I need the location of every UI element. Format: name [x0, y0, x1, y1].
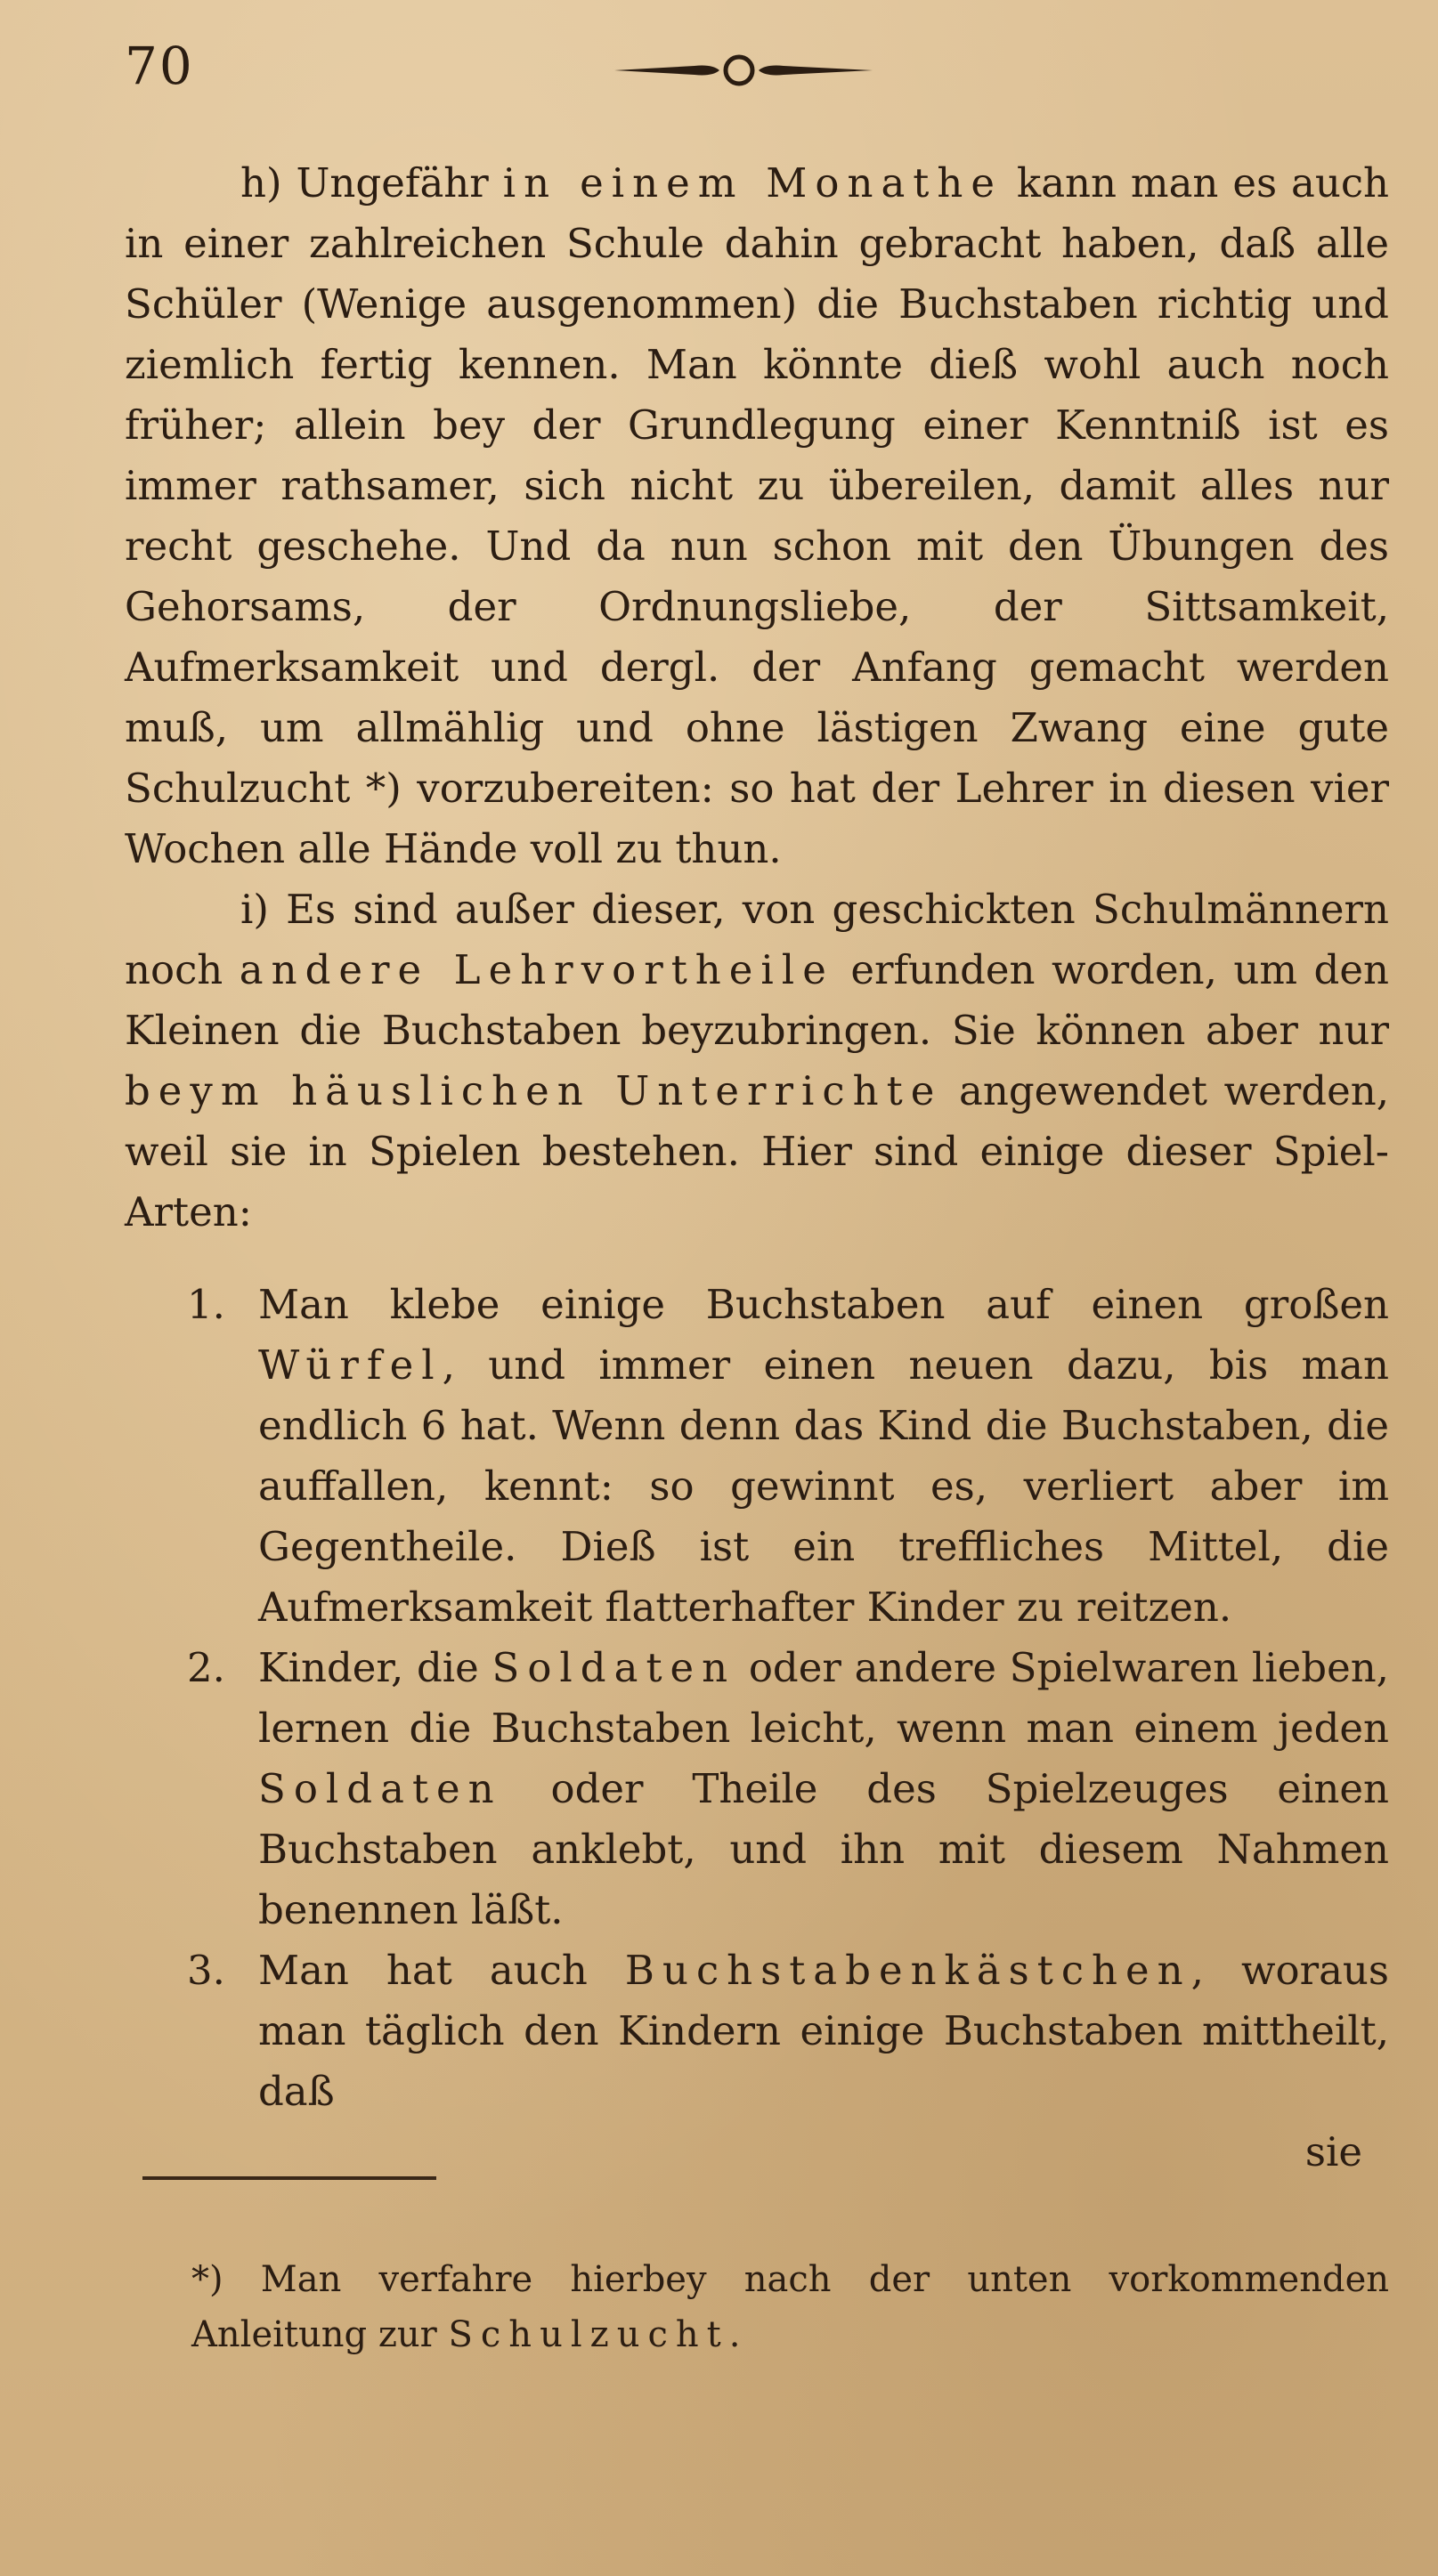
main-text [125, 153, 1389, 2183]
paragraph-i-spaced-2: beym häuslichen Unterrichte [125, 1067, 943, 1114]
page-number: 70 [125, 36, 194, 96]
list-item-spaced: Buchstabenkästchen [624, 1947, 1191, 1994]
paragraph-i-text-2: erfunden worden, um den Kleinen die Buchstaben beyzubringen. Sie können aber nur [125, 946, 1389, 1054]
paragraph-h-text-2: kann man es auch in einer zahlreichen Schule dahin gebracht haben, daß alle Schüler (Wenige ausgenommen) die Buchstaben richtig und ziemlich fertig kennen. Man könnte dieß wohl auch noch früher; allein bey der Grundlegung einer Kenntniß ist es immer rathsamer, sich nicht zu übereilen, damit alles nur recht geschehe. Und da nun schon mit den Übungen des Gehorsams, der Ordnungsliebe, der Sittsamkeit, Aufmerksamkeit und dergl. der Anfang gemacht werden muß, um allmählig und ohne lästigen Zwang eine gute Schulzucht *) vorzubereiten: so hat der Lehrer in diesen vier Wochen alle Hände voll zu thun. [125, 159, 1390, 872]
game-list [125, 1275, 1389, 2122]
list-item [125, 1940, 1389, 2122]
ornament-right-swell [759, 66, 873, 76]
list-item-text: , woraus man täglich den Kindern einige Buchstaben mittheilt, daß [258, 1947, 1389, 2115]
list-item-text: Man hat auch [258, 1947, 625, 1994]
list-item-spaced: Soldaten [258, 1765, 502, 1812]
footnote-text: *) Man verfahre hierbey nach der unten vorkommenden Anleitung zur [191, 2259, 1389, 2355]
list-item-number: 3. [187, 1947, 225, 1994]
paragraph-i-text-3: angewendet werden, weil sie in Spielen bestehen. Hier sind einige dieser Spiel-Arten: [125, 1067, 1389, 1235]
list-item-text: Kinder, die [258, 1644, 492, 1691]
list-item-text: oder Theile des Spielzeuges einen Buchstaben anklebt, und ihn mit diesem Nahmen benennen läßt. [258, 1765, 1389, 1933]
paragraph-h [125, 153, 1389, 879]
footnote-rule [142, 2176, 436, 2180]
list-item-text: oder andere Spielwaren lieben, lernen die Buchstaben leicht, wenn man einem jeden [258, 1644, 1389, 1752]
ornament-center-ring [726, 57, 752, 84]
list-item-spaced: Würfel [258, 1341, 443, 1389]
footnote [191, 2252, 1389, 2362]
paragraph-i-spaced-1: andere Lehrvortheile [239, 946, 834, 993]
list-item-text: Man klebe einige Buchstaben auf einen großen [258, 1281, 1389, 1328]
list-item [125, 1275, 1389, 1638]
list-item-spaced: Soldaten [492, 1644, 736, 1691]
paragraph-i [125, 879, 1389, 1243]
footnote-end: . [728, 2314, 741, 2355]
list-item-number: 2. [187, 1644, 225, 1691]
continuation-word: sie [1304, 2128, 1362, 2175]
paragraph-h-spaced-1: in einem Monathe [502, 159, 1003, 207]
paragraph-h-text-1: h) Ungefähr [240, 159, 503, 207]
ornament-left-swell [614, 66, 719, 76]
list-item-text: , und immer einen neuen dazu, bis man endlich 6 hat. Wenn denn das Kind die Buchstaben, die auffallen, kennt: so gewinnt es, verliert aber im Gegentheile. Dieß ist ein treffliches Mittel, die Aufmerksamkeit flatterhafter Kinder zu reitzen. [258, 1341, 1389, 1631]
paragraph-i-text-1: i) Es sind außer dieser, von geschickten Schulmännern noch [125, 886, 1389, 993]
list-item [125, 1638, 1389, 1940]
ornament-divider [614, 52, 873, 89]
footnote-spaced: Schulzucht [448, 2314, 729, 2355]
list-item-number: 1. [187, 1281, 225, 1328]
